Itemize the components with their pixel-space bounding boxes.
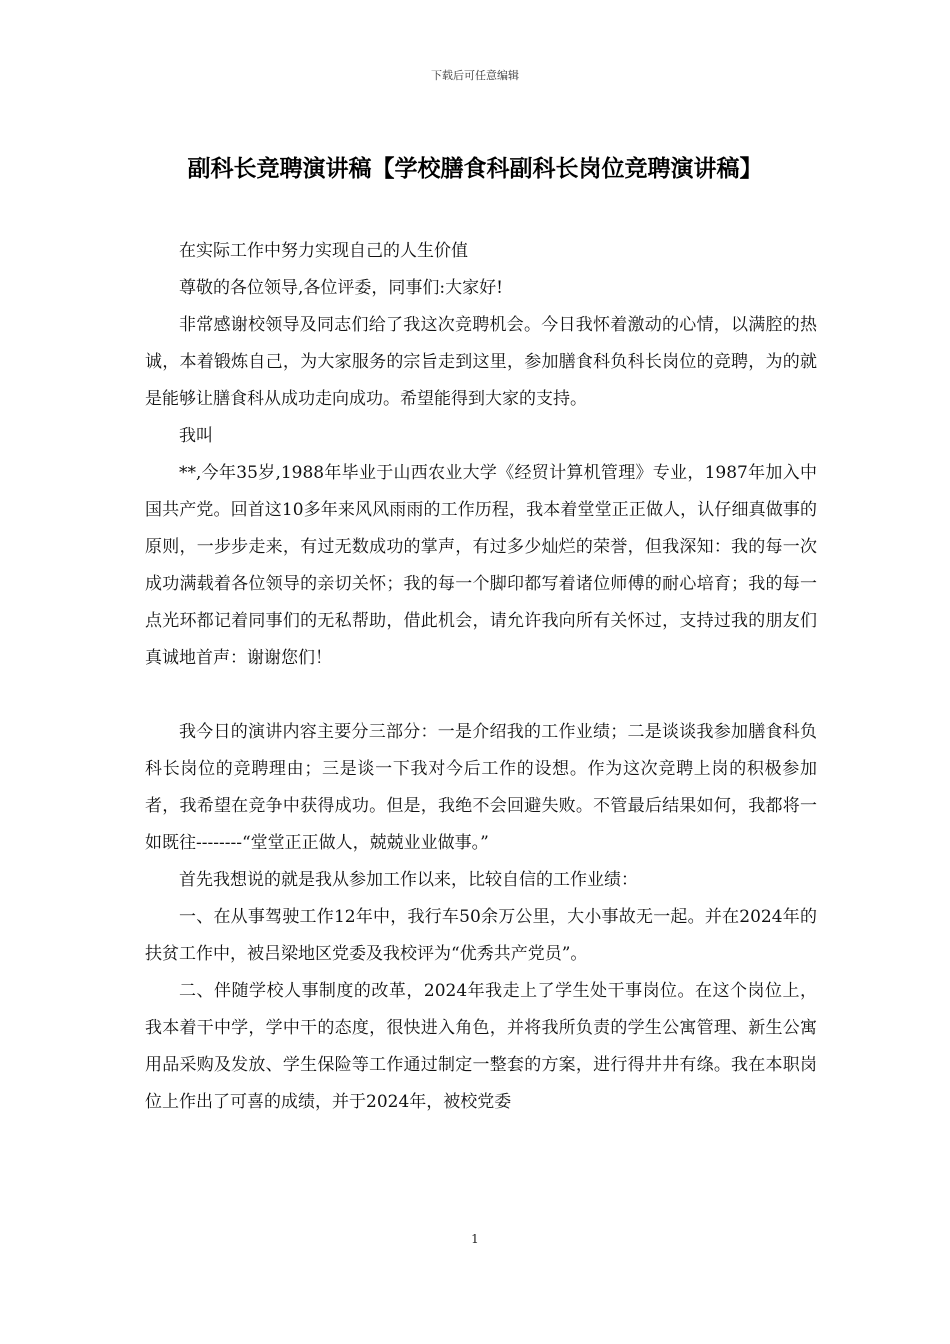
document-body — [145, 233, 817, 1121]
paragraph-achievement-one: 一、在从事驾驶工作12年中，我行车50余万公里，大小事故无一起。并在2024年的扶贫工作中，被吕梁地区党委及我校评为“优秀共产党员”。 — [145, 907, 817, 964]
paragraph-achievements-intro: 首先我想说的就是我从参加工作以来，比较自信的工作业绩： — [179, 870, 638, 890]
paragraph-achievement-two: 二、伴随学校人事制度的改革，2024年我走上了学生处干事岗位。在这个岗位上，我本着干中学，学中干的态度，很快进入角色，并将我所负责的学生公寓管理、新生公寓用品采购及发放、学生保险等工作通过制定一整套的方案，进行得井井有绦。我在本职岗位上作出了可喜的成绩，并于2024年，被校党委 — [145, 981, 817, 1112]
page-number: 1 — [471, 1232, 479, 1246]
paragraph-subtitle: 在实际工作中努力实现自己的人生价值 — [179, 241, 468, 261]
paragraph-greeting: 尊敬的各位领导,各位评委，同事们:大家好! — [179, 278, 503, 298]
paragraph-name-intro: 我叫 — [179, 426, 213, 446]
paragraph-speech-outline: 我今日的演讲内容主要分三部分：一是介绍我的工作业绩；二是谈谈我参加膳食科负科长岗位的竞聘理由；三是谈一下我对今后工作的设想。作为这次竞聘上岗的积极参加者，我希望在竞争中获得成功。但是，我绝不会回避失败。不管最后结果如何，我都将一如既往--------“堂堂正正做人，兢兢业业做事。” — [145, 722, 817, 853]
document-title: 副科长竞聘演讲稿【学校膳食科副科长岗位竞聘演讲稿】 — [187, 156, 763, 182]
paragraph-thanks: 非常感谢校领导及同志们给了我这次竞聘机会。今日我怀着激动的心情，以满腔的热诚，本着锻炼自己，为大家服务的宗旨走到这里，参加膳食科负科长岗位的竞聘，为的就是能够让膳食科从成功走向成功。希望能得到大家的支持。 — [145, 315, 817, 409]
paragraph-biography: **,今年35岁,1988年毕业于山西农业大学《经贸计算机管理》专业，1987年加入中国共产党。回首这10多年来风风雨雨的工作历程，我本着堂堂正正做人，认仔细真做事的原则，一步步走来，有过无数成功的掌声，有过多少灿烂的荣誉，但我深知：我的每一次成功满载着各位领导的亲切关怀；我的每一个脚印都写着诸位师傅的耐心培育；我的每一点光环都记着同事们的无私帮助，借此机会，请允许我向所有关怀过，支持过我的朋友们真诚地首声：谢谢您们！ — [145, 463, 817, 668]
page-header-note: 下载后可任意编辑 — [431, 69, 519, 82]
